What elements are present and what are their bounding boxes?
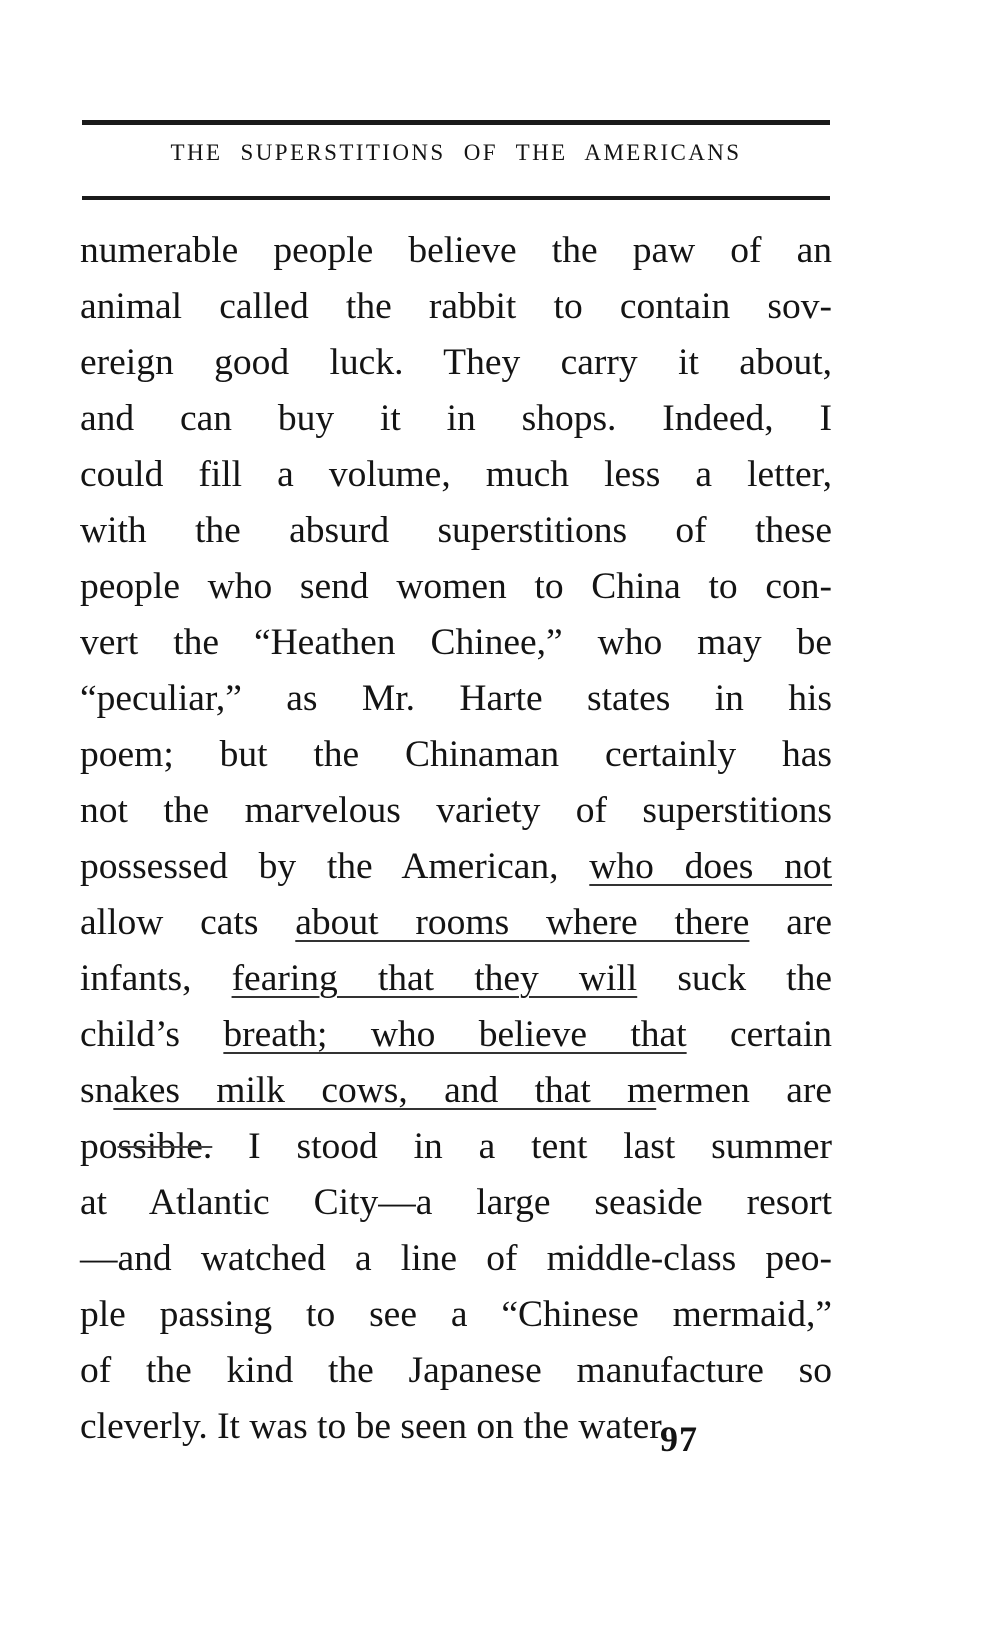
text-segment: allow cats	[80, 902, 259, 943]
text-segment: ermen are	[656, 1070, 832, 1111]
text-line-annotated	[80, 1007, 832, 1063]
underlined-text: breath; who believe that	[223, 1014, 687, 1055]
text-line: numerable people believe the paw of an	[80, 230, 832, 271]
text-line-annotated	[80, 1063, 832, 1119]
text-segment: certain	[730, 1014, 833, 1055]
text-line: “peculiar,” as Mr. Harte states in his	[80, 678, 832, 719]
header-rule-top	[82, 120, 830, 125]
text-line-annotated	[80, 839, 832, 895]
text-line: not the marvelous variety of superstitions	[80, 790, 832, 831]
text-line: and can buy it in shops. Indeed, I	[80, 398, 832, 439]
page-number: 97	[660, 1419, 698, 1459]
text-line: cleverly. It was to be seen on the water.	[80, 1406, 670, 1447]
text-line: poem; but the Chinaman certainly has	[80, 734, 832, 775]
text-line: could fill a volume, much less a letter,	[80, 454, 832, 495]
underlined-text: akes milk cows, and that m	[113, 1070, 657, 1111]
text-segment: infants,	[80, 958, 192, 999]
body-text	[80, 223, 832, 1455]
text-segment: I stood in a tent last summer	[248, 1126, 832, 1167]
text-segment: possessed by the American,	[80, 846, 559, 887]
text-line: —and watched a line of middle-class peo-	[80, 1238, 832, 1279]
text-line: of the kind the Japanese manufacture so	[80, 1350, 832, 1391]
text-segment: are	[786, 902, 832, 943]
text-line-annotated	[80, 895, 832, 951]
text-line-annotated	[80, 1119, 832, 1175]
text-segment: po	[80, 1126, 118, 1167]
struck-text: ssible.	[117, 1126, 213, 1167]
underlined-text: about rooms where there	[295, 902, 750, 943]
running-head: THE SUPERSTITIONS OF THE AMERICANS	[170, 140, 742, 165]
text-line: people who send women to China to con-	[80, 566, 832, 607]
text-line: vert the “Heathen Chinee,” who may be	[80, 622, 832, 663]
text-segment: suck the	[677, 958, 832, 999]
text-line: ereign good luck. They carry it about,	[80, 342, 832, 383]
text-line: with the absurd superstitions of these	[80, 510, 832, 551]
underlined-text: fearing that they will	[231, 958, 638, 999]
text-line-annotated	[80, 951, 832, 1007]
text-line: at Atlantic City—a large seaside resort	[80, 1182, 832, 1223]
text-line: animal called the rabbit to contain sov-	[80, 286, 832, 327]
text-line: ple passing to see a “Chinese mermaid,”	[80, 1294, 832, 1335]
text-segment: sn	[80, 1070, 114, 1111]
underlined-text: who does not	[589, 846, 832, 887]
text-segment: child’s	[80, 1014, 180, 1055]
header-rule-bottom	[82, 196, 830, 200]
